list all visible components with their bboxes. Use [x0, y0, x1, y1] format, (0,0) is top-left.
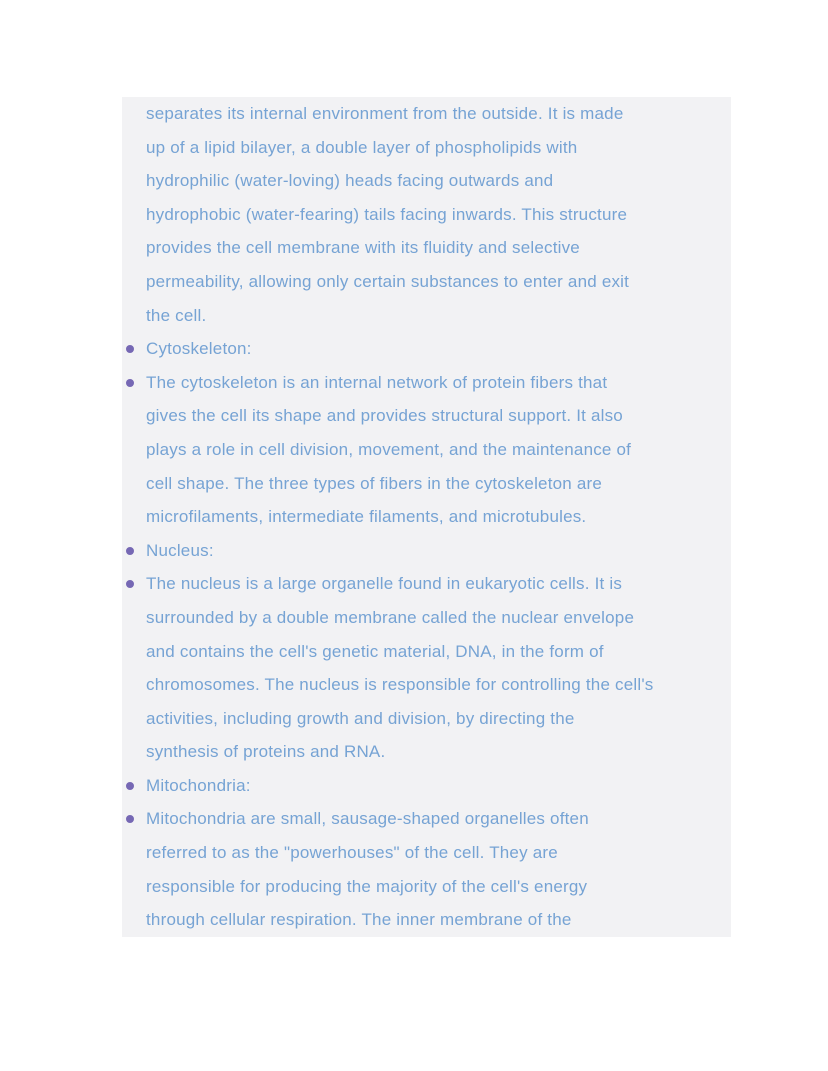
- text-line: up of a lipid bilayer, a double layer of phospholipids with: [146, 137, 578, 157]
- text-line: plays a role in cell division, movement, and the maintenance of: [146, 439, 632, 459]
- text-line: referred to as the "powerhouses" of the cell. They are: [146, 843, 558, 863]
- text-line: synthesis of proteins and RNA.: [146, 742, 386, 762]
- bullet-item: [122, 769, 731, 803]
- bullet-item: [122, 567, 731, 769]
- text-line: Mitochondria:: [146, 775, 251, 795]
- bullet-dot-icon: [126, 379, 134, 387]
- text-line: microfilaments, intermediate filaments, and microtubules.: [146, 507, 587, 527]
- bullet-item: [122, 802, 731, 936]
- text-line: activities, including growth and division, by directing the: [146, 708, 575, 728]
- document-text-region[interactable]: [122, 97, 731, 937]
- text-line: hydrophilic (water-loving) heads facing outwards and: [146, 171, 554, 191]
- text-line: provides the cell membrane with its fluidity and selective: [146, 238, 580, 258]
- bullet-item: [122, 366, 731, 534]
- text-line: The nucleus is a large organelle found in eukaryotic cells. It is: [146, 574, 623, 594]
- bullet-dot-icon: [126, 580, 134, 588]
- text-line: the cell.: [146, 305, 207, 325]
- bullet-item: [122, 332, 731, 366]
- paragraph-continuation: [122, 97, 731, 332]
- text-line: Mitochondria are small, sausage-shaped organelles often: [146, 809, 589, 829]
- text-line: Nucleus:: [146, 540, 214, 560]
- bullet-dot-icon: [126, 782, 134, 790]
- text-line: hydrophobic (water-fearing) tails facing inwards. This structure: [146, 204, 628, 224]
- bullet-dot-icon: [126, 815, 134, 823]
- text-line: permeability, allowing only certain substances to enter and exit: [146, 271, 630, 291]
- text-line: responsible for producing the majority of the cell's energy: [146, 876, 588, 896]
- text-line: through cellular respiration. The inner membrane of the: [146, 910, 572, 930]
- text-line: The cytoskeleton is an internal network of protein fibers that: [146, 372, 608, 392]
- text-line: surrounded by a double membrane called the nuclear envelope: [146, 607, 635, 627]
- bullet-item: [122, 534, 731, 568]
- bullet-dot-icon: [126, 547, 134, 555]
- bullet-dot-icon: [126, 345, 134, 353]
- text-line: cell shape. The three types of fibers in the cytoskeleton are: [146, 473, 603, 493]
- text-line: and contains the cell's genetic material, DNA, in the form of: [146, 641, 604, 661]
- text-line: Cytoskeleton:: [146, 339, 252, 359]
- text-line: chromosomes. The nucleus is responsible for controlling the cell's: [146, 675, 654, 695]
- text-line: separates its internal environment from the outside. It is made: [146, 104, 624, 123]
- text-line: gives the cell its shape and provides structural support. It also: [146, 406, 623, 426]
